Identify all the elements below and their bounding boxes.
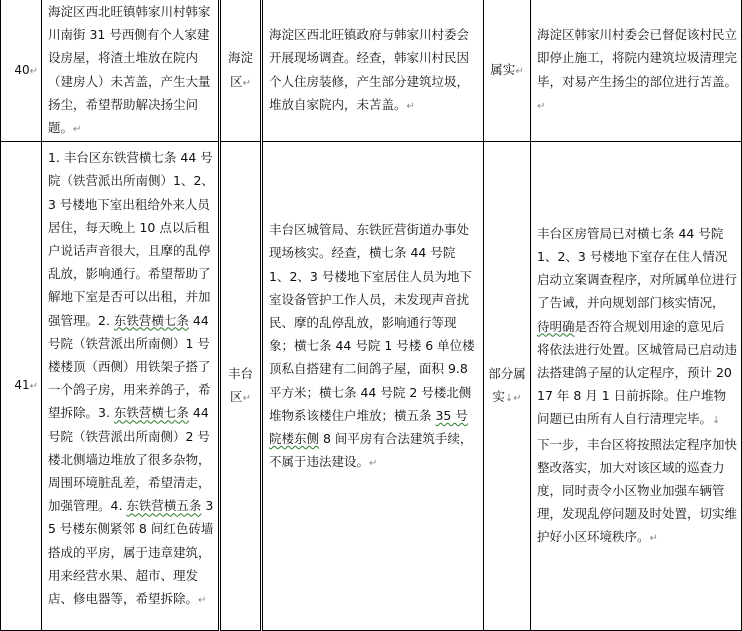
handling-text: 丰台区房管局已对横七条 44 号院 1、2、3 号楼地下室存在住人情况启动立案调查程序，对所属单位进行了告诫，并向规划部门核实情况， [537, 225, 738, 311]
row-number: 41 [14, 378, 30, 393]
complaint-cell [42, 0, 220, 142]
table-row [1, 0, 742, 142]
line-break-mark-icon: ↓ [712, 415, 721, 427]
handling-text: 下一步，丰台区将按照法定程序加快整改落实，加大对该区域的巡查力度，同时责令小区物业加强车辆管理，发现乱停问题及时处置，切实维护好小区环境秩序。 [537, 436, 738, 545]
paragraph-mark-icon: ↵ [649, 533, 658, 545]
handling-cell [531, 142, 742, 631]
complaint-text: 海淀区西北旺镇韩家川村韩家川南街 31 号西侧有个人家建设房屋，将渣土堆放在院内（建房人）未苫盖，产生大量扬尘，希望帮助解决扬尘问题。 [48, 4, 211, 136]
result-text: 属实 [490, 62, 516, 77]
handling-text: 是否符合规划用途的意见后将依法进行处置。区城管局已启动违法搭建鸽子屋的认定程序，预计 2017 年 8 月 1 日前拆除。住户堆物问题已由所有人自行清理完毕。 [537, 318, 738, 427]
row-number-cell [1, 0, 42, 142]
table-row [1, 142, 742, 631]
result-cell [484, 142, 531, 631]
handling-text: 海淀区韩家川村委会已督促该村民立即停止施工，将院内建筑垃圾清理完毕，对易产生扬尘的部位进行苫盖。 [537, 27, 738, 89]
paragraph-mark-icon: ↵ [29, 381, 38, 393]
investigation-text: 8 间平房有合法建筑手续，不属于违法建设。 [269, 431, 473, 470]
district-text: 丰台区 [227, 366, 253, 405]
result-text: 部分属实 [488, 366, 526, 405]
investigation-text: 丰台区城管局、东铁匠营街道办事处现场核实。经查，横七条 44 号院 1、2、3 号楼地下室居住人员为地下室设备管护工作人员，未发现声音扰民、摩的乱停乱放，影响通行等现象；横七条 44 号院 1 号楼 6 单位楼顶私自搭建有二间鸽子屋，面积 9.8 平方米；横七条 44 号院 2 号楼北侧堆物系该楼住户堆放；横五条 [269, 222, 475, 423]
row-number-cell [1, 142, 42, 631]
complaint-text: 东铁营横七条 [113, 405, 189, 421]
investigation-cell [262, 0, 484, 142]
paragraph-mark-icon: ↵ [198, 595, 207, 607]
paragraph-mark-icon: ↵ [369, 458, 378, 470]
investigation-text: 海淀区西北旺镇政府与韩家川村委会开展现场调查。经查，韩家川村民因个人住房装修，产生部分建筑垃圾，堆放自家院内，未苫盖。 [269, 27, 470, 112]
paragraph-mark-icon: ↵ [537, 100, 546, 112]
complaint-cell [42, 142, 220, 631]
paragraph-mark-icon: ↵ [29, 65, 38, 77]
paragraph-mark-icon: ↵ [513, 393, 522, 405]
complaint-text: 东铁营横七条 [113, 312, 189, 328]
handling-text: 待明确 [537, 318, 575, 334]
complaint-text: 35 号楼东侧紧邻 8 间红色砖墙搭成的平房，属于违章建筑，用来经营水果、超市、理发店、修电器等，希望拆除。 [48, 498, 214, 607]
paragraph-mark-icon: ↵ [515, 66, 524, 77]
row-number: 40 [14, 62, 30, 77]
complaint-text: 44 号院（铁营派出所南侧）1 号楼楼顶（西侧）用铁架子搭了一个鸽子房，用来养鸽子，希望拆除。3. [48, 312, 211, 421]
paragraph-mark-icon: ↵ [406, 100, 415, 112]
paragraph-mark-icon: ↵ [242, 77, 251, 89]
handling-cell [531, 0, 742, 142]
line-break-mark-icon: ↓ [504, 393, 514, 405]
complaint-text: 东铁营横五条 [126, 498, 202, 514]
district-text: 海淀区 [227, 50, 253, 89]
complaint-text: 1. 丰台区东铁营横七条 44 号院（铁营派出所南侧）1、2、3 号楼地下室出租给外来人员居住，每天晚上 10 点以后租户说话声音很大，且摩的乱停乱放，影响通行。希望帮助了解地下室是否可以出租，并加强管理。2. [48, 150, 214, 328]
investigation-text: 35 号院楼东侧 [269, 407, 468, 447]
paragraph-mark-icon: ↵ [73, 124, 82, 136]
complaint-text: 44 号院（铁营派出所南侧）2 号楼北侧墙边堆放了很多杂物，周围环境脏乱差，希望清走，加强管理。4. [48, 405, 211, 514]
district-cell [220, 0, 262, 142]
paragraph-mark-icon: ↵ [242, 393, 251, 405]
district-cell [220, 142, 262, 631]
result-cell [484, 0, 531, 142]
investigation-cell [262, 142, 484, 631]
